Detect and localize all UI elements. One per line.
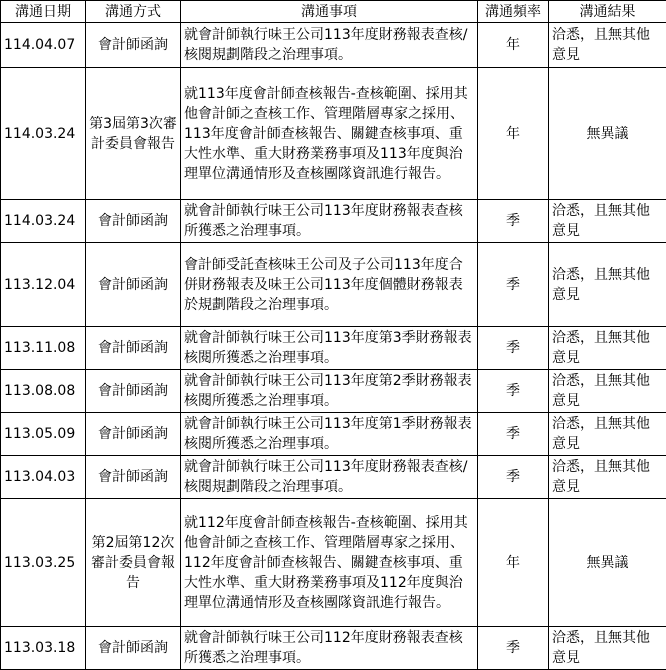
cell-method: 會計師函詢 (86, 627, 181, 670)
cell-method: 會計師函詢 (86, 200, 181, 243)
table-row (1, 499, 666, 627)
cell-result: 洽悉，且無其他意見 (549, 413, 666, 456)
header-method: 溝通方式 (86, 1, 181, 23)
cell-result: 洽悉，且無其他意見 (549, 200, 666, 243)
cell-matter: 就會計師執行味王公司113年度財務報表查核/核閱規劃階段之治理事項。 (181, 456, 478, 499)
cell-method: 會計師函詢 (86, 413, 181, 456)
cell-frequency: 年 (478, 23, 549, 68)
cell-result: 洽悉，且無其他意見 (549, 23, 666, 68)
cell-date: 113.03.18 (1, 627, 86, 670)
cell-date: 113.05.09 (1, 413, 86, 456)
cell-frequency: 季 (478, 627, 549, 670)
cell-matter: 就113年度會計師查核報告-查核範圍、採用其他會計師之查核工作、管理階層專家之採用、113年度會計師查核報告、關鍵查核事項、重大性水準、重大財務業務事項及113年度與治理單位溝通情形及查核團隊資訊進行報告。 (181, 68, 478, 200)
cell-result: 洽悉，且無其他意見 (549, 370, 666, 413)
cell-method: 第2屆第12次審計委員會報告 (86, 499, 181, 627)
header-date: 溝通日期 (1, 1, 86, 23)
cell-frequency: 季 (478, 456, 549, 499)
table-row (1, 627, 666, 670)
header-matter: 溝通事項 (181, 1, 478, 23)
cell-matter: 就會計師執行味王公司113年度第1季財務報表核閱所獲悉之治理事項。 (181, 413, 478, 456)
header-row (1, 1, 666, 23)
cell-frequency: 季 (478, 370, 549, 413)
cell-matter: 就112年度會計師查核報告-查核範圍、採用其他會計師之查核工作、管理階層專家之採用、112年度會計師查核報告、關鍵查核事項、重大性水準、重大財務業務事項及112年度與治理單位溝通情形及查核團隊資訊進行報告。 (181, 499, 478, 627)
cell-date: 113.04.03 (1, 456, 86, 499)
cell-frequency: 年 (478, 499, 549, 627)
table-row (1, 456, 666, 499)
table-row (1, 327, 666, 370)
cell-matter: 會計師受託查核味王公司及子公司113年度合併財務報表及味王公司113年度個體財務報表於規劃階段之治理事項。 (181, 243, 478, 327)
cell-matter: 就會計師執行味王公司113年度第2季財務報表核閱所獲悉之治理事項。 (181, 370, 478, 413)
header-frequency: 溝通頻率 (478, 1, 549, 23)
cell-matter: 就會計師執行味王公司113年度第3季財務報表核閱所獲悉之治理事項。 (181, 327, 478, 370)
cell-frequency: 季 (478, 243, 549, 327)
table-row (1, 243, 666, 327)
cell-frequency: 季 (478, 200, 549, 243)
cell-method: 第3屆第3次審計委員會報告 (86, 68, 181, 200)
cell-matter: 就會計師執行味王公司113年度財務報表查核所獲悉之治理事項。 (181, 200, 478, 243)
cell-date: 113.11.08 (1, 327, 86, 370)
cell-result: 洽悉，且無其他意見 (549, 627, 666, 670)
cell-date: 113.03.25 (1, 499, 86, 627)
cell-matter: 就會計師執行味王公司113年度財務報表查核/核閱規劃階段之治理事項。 (181, 23, 478, 68)
cell-date: 113.08.08 (1, 370, 86, 413)
cell-method: 會計師函詢 (86, 327, 181, 370)
cell-frequency: 季 (478, 413, 549, 456)
cell-result: 無異議 (549, 499, 666, 627)
cell-date: 114.04.07 (1, 23, 86, 68)
cell-method: 會計師函詢 (86, 243, 181, 327)
cell-method: 會計師函詢 (86, 370, 181, 413)
table-row (1, 68, 666, 200)
table-row (1, 200, 666, 243)
cell-result: 洽悉，且無其他意見 (549, 456, 666, 499)
header-result: 溝通結果 (549, 1, 666, 23)
cell-method: 會計師函詢 (86, 456, 181, 499)
cell-result: 洽悉，且無其他意見 (549, 327, 666, 370)
cell-frequency: 年 (478, 68, 549, 200)
cell-method: 會計師函詢 (86, 23, 181, 68)
cell-matter: 就會計師執行味王公司112年度財務報表查核所獲悉之治理事項。 (181, 627, 478, 670)
cell-result: 洽悉，且無其他意見 (549, 243, 666, 327)
cell-date: 114.03.24 (1, 68, 86, 200)
cell-date: 113.12.04 (1, 243, 86, 327)
cell-frequency: 季 (478, 327, 549, 370)
table-row (1, 370, 666, 413)
cell-result: 無異議 (549, 68, 666, 200)
table-row (1, 413, 666, 456)
cell-date: 114.03.24 (1, 200, 86, 243)
table-row (1, 23, 666, 68)
